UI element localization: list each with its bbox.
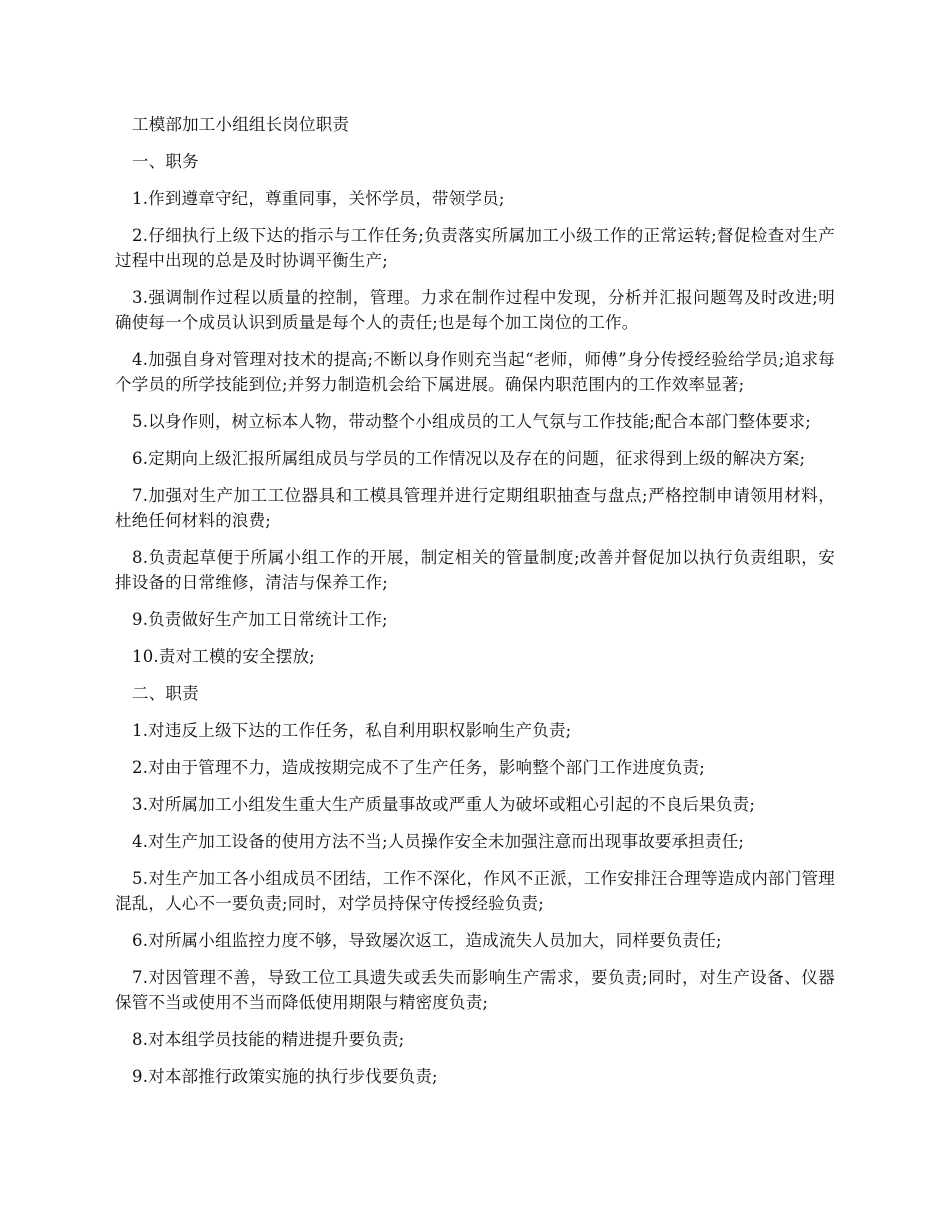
duty-item: 6.定期向上级汇报所属组成员与学员的工作情况以及存在的问题，征求得到上级的解决方案;: [132, 449, 806, 468]
duty-item: 3.强调制作过程以质量的控制，管理。力求在制作过程中发现，分析并汇报问题驾及时改进;明确使每一个成员认识到质量是每个人的责任;也是每个加工岗位的工作。: [115, 288, 835, 332]
responsibility-item: 6.对所属小组监控力度不够，导致屡次返工，造成流失人员加大，同样要负责任;: [132, 931, 722, 950]
duty-item: 10.责对工模的安全摆放;: [132, 647, 315, 666]
duty-item: 7.加强对生产加工工位器具和工模具管理并进行定期组职抽查与盘点;严格控制申请领用材料，杜绝任何材料的浪费;: [115, 486, 835, 530]
duty-item: 8.负责起草便于所属小组工作的开展，制定相关的管量制度;改善并督促加以执行负责组职，安排设备的日常维修，清洁与保养工作;: [115, 548, 835, 592]
section-heading-responsibilities: 二、职责: [132, 684, 199, 703]
responsibility-item: 2.对由于管理不力，造成按期完成不了生产任务，影响整个部门工作进度负责;: [132, 758, 706, 777]
responsibility-item: 1.对违反上级下达的工作任务，私自利用职权影响生产负责;: [132, 721, 572, 740]
section-heading-duties: 一、职务: [132, 152, 199, 171]
duty-item: 4.加强自身对管理对技术的提高;不断以身作则充当起“老师，师傅”身分传授经验给学员;追求每个学员的所学技能到位;并努力制造机会给下属进展。确保内职范围内的工作效率显著;: [115, 350, 835, 394]
document-title: 工模部加工小组组长岗位职责: [132, 115, 350, 134]
responsibility-item: 4.对生产加工设备的使用方法不当;人员操作安全未加强注意而出现事故要承担责任;: [132, 832, 745, 851]
duty-item: 9.负责做好生产加工日常统计工作;: [132, 610, 388, 629]
duty-item: 2.仔细执行上级下达的指示与工作任务;负责落实所属加工小级工作的正常运转;督促检查对生产过程中出现的总是及时协调平衡生产;: [115, 226, 835, 270]
responsibility-item: 9.对本部推行政策实施的执行步伐要负责;: [132, 1067, 438, 1086]
responsibility-item: 3.对所属加工小组发生重大生产质量事故或严重人为破坏或粗心引起的不良后果负责;: [132, 795, 756, 814]
responsibility-item: 5.对生产加工各小组成员不团结，工作不深化，作风不正派，工作安排汪合理等造成内部门管理混乱，人心不一要负责;同时，对学员持保守传授经验负责;: [115, 869, 835, 913]
document-page: [115, 112, 835, 1101]
responsibility-item: 8.对本组学员技能的精进提升要负责;: [132, 1030, 405, 1049]
duty-item: 1.作到遵章守纪，尊重同事，关怀学员，带领学员;: [132, 189, 505, 208]
responsibility-item: 7.对因管理不善，导致工位工具遗失或丢失而影响生产需求，要负责;同时，对生产设备、仪器保管不当或使用不当而降低使用期限与精密度负责;: [115, 968, 835, 1012]
duty-item: 5.以身作则，树立标本人物，带动整个小组成员的工人气氛与工作技能;配合本部门整体要求;: [132, 412, 811, 431]
